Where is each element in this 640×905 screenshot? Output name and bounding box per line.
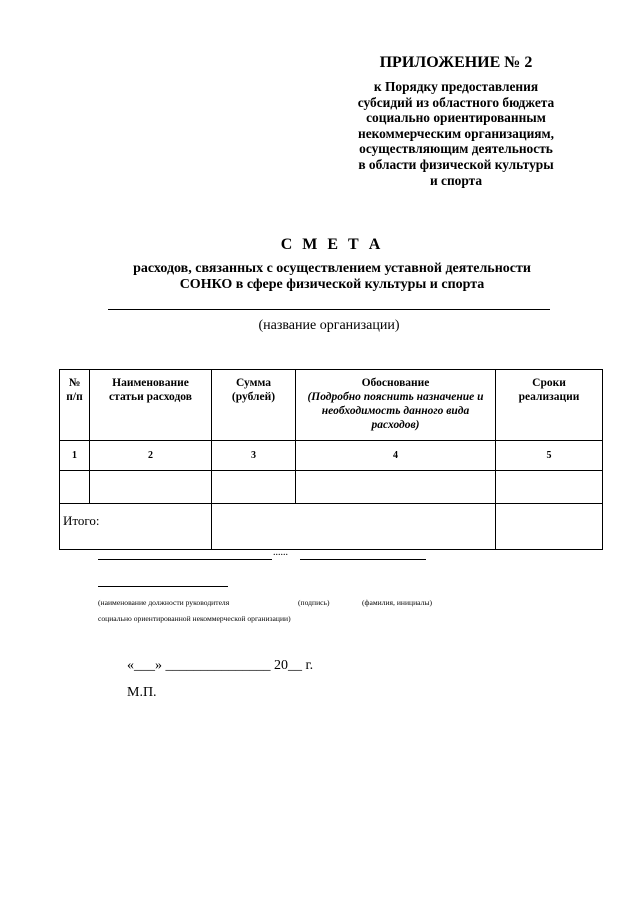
column-number: 5 xyxy=(496,441,603,471)
document-title: С М Е Т А xyxy=(280,236,384,253)
subtitle-line-1: расходов, связанных с осуществлением уставной деятельности xyxy=(133,261,531,276)
header-number xyxy=(60,370,90,441)
table-cell[interactable] xyxy=(90,471,212,504)
organization-name-line xyxy=(108,309,550,310)
column-numbers-row xyxy=(60,441,603,471)
table-cell[interactable] xyxy=(212,471,296,504)
appendix-block xyxy=(320,53,592,188)
total-sum-cell[interactable] xyxy=(212,504,496,550)
column-number: 2 xyxy=(90,441,212,471)
column-number: 3 xyxy=(212,441,296,471)
table-cell[interactable] xyxy=(296,471,496,504)
appendix-title: ПРИЛОЖЕНИЕ № 2 xyxy=(379,54,533,71)
table-cell[interactable] xyxy=(60,471,90,504)
header-basis-line-1: Обоснование xyxy=(361,377,430,389)
caption-position: (наименование должности руководителя xyxy=(98,598,230,607)
appendix-line: и спорта xyxy=(429,172,483,188)
header-expense-name-line-1: Наименование xyxy=(112,377,189,389)
total-row xyxy=(60,504,603,550)
estimate-table xyxy=(59,369,603,550)
signature-dots: ...... xyxy=(273,547,288,558)
header-sum xyxy=(212,370,296,441)
appendix-line: субсидий из областного бюджета xyxy=(357,94,555,110)
table-cell[interactable] xyxy=(496,471,603,504)
header-terms-line-1: Сроки xyxy=(532,377,566,389)
column-number: 4 xyxy=(296,441,496,471)
caption-signature: (подпись) xyxy=(298,598,330,607)
appendix-line: осуществляющим деятельность xyxy=(359,141,553,157)
header-number-line-1: № xyxy=(68,377,81,389)
header-expense-name xyxy=(90,370,212,441)
column-number: 1 xyxy=(60,441,90,471)
header-number-line-2: п/п xyxy=(66,391,83,403)
position-signature-line xyxy=(98,559,272,560)
header-sum-line-1: Сумма xyxy=(236,377,271,389)
organization-name-hint: (название организации) xyxy=(258,318,400,333)
stamp-place: М.П. xyxy=(127,685,157,700)
header-expense-name-line-2: статьи расходов xyxy=(109,391,192,403)
header-terms xyxy=(496,370,603,441)
subtitle-line-2: СОНКО в сфере физической культуры и спорта xyxy=(179,277,485,292)
total-terms-cell[interactable] xyxy=(496,504,603,550)
header-basis-line-3: необходимость данного вида xyxy=(321,405,470,417)
total-label: Итого: xyxy=(60,504,212,550)
header-terms-line-2: реализации xyxy=(518,391,580,403)
table-header-row xyxy=(60,370,603,441)
document-subtitle xyxy=(0,261,640,293)
signature-line xyxy=(98,586,228,587)
caption-name: (фамилия, инициалы) xyxy=(362,598,433,607)
appendix-line: социально ориентированным xyxy=(366,110,546,126)
date-field: «___» _______________ 20__ г. xyxy=(127,658,314,673)
header-sum-line-2: (рублей) xyxy=(231,391,276,403)
name-signature-line xyxy=(300,559,426,560)
table-row xyxy=(60,471,603,504)
appendix-line: в области физической культуры xyxy=(358,156,554,172)
caption-organization: социально ориентированной некоммерческой организации) xyxy=(98,614,291,623)
appendix-line: к Порядку предоставления xyxy=(373,79,539,94)
header-basis xyxy=(296,370,496,441)
header-basis-line-2: (Подробно пояснить назначение и xyxy=(307,391,484,403)
appendix-line: некоммерческим организациям, xyxy=(357,125,554,141)
header-basis-line-4: расходов) xyxy=(371,419,420,431)
